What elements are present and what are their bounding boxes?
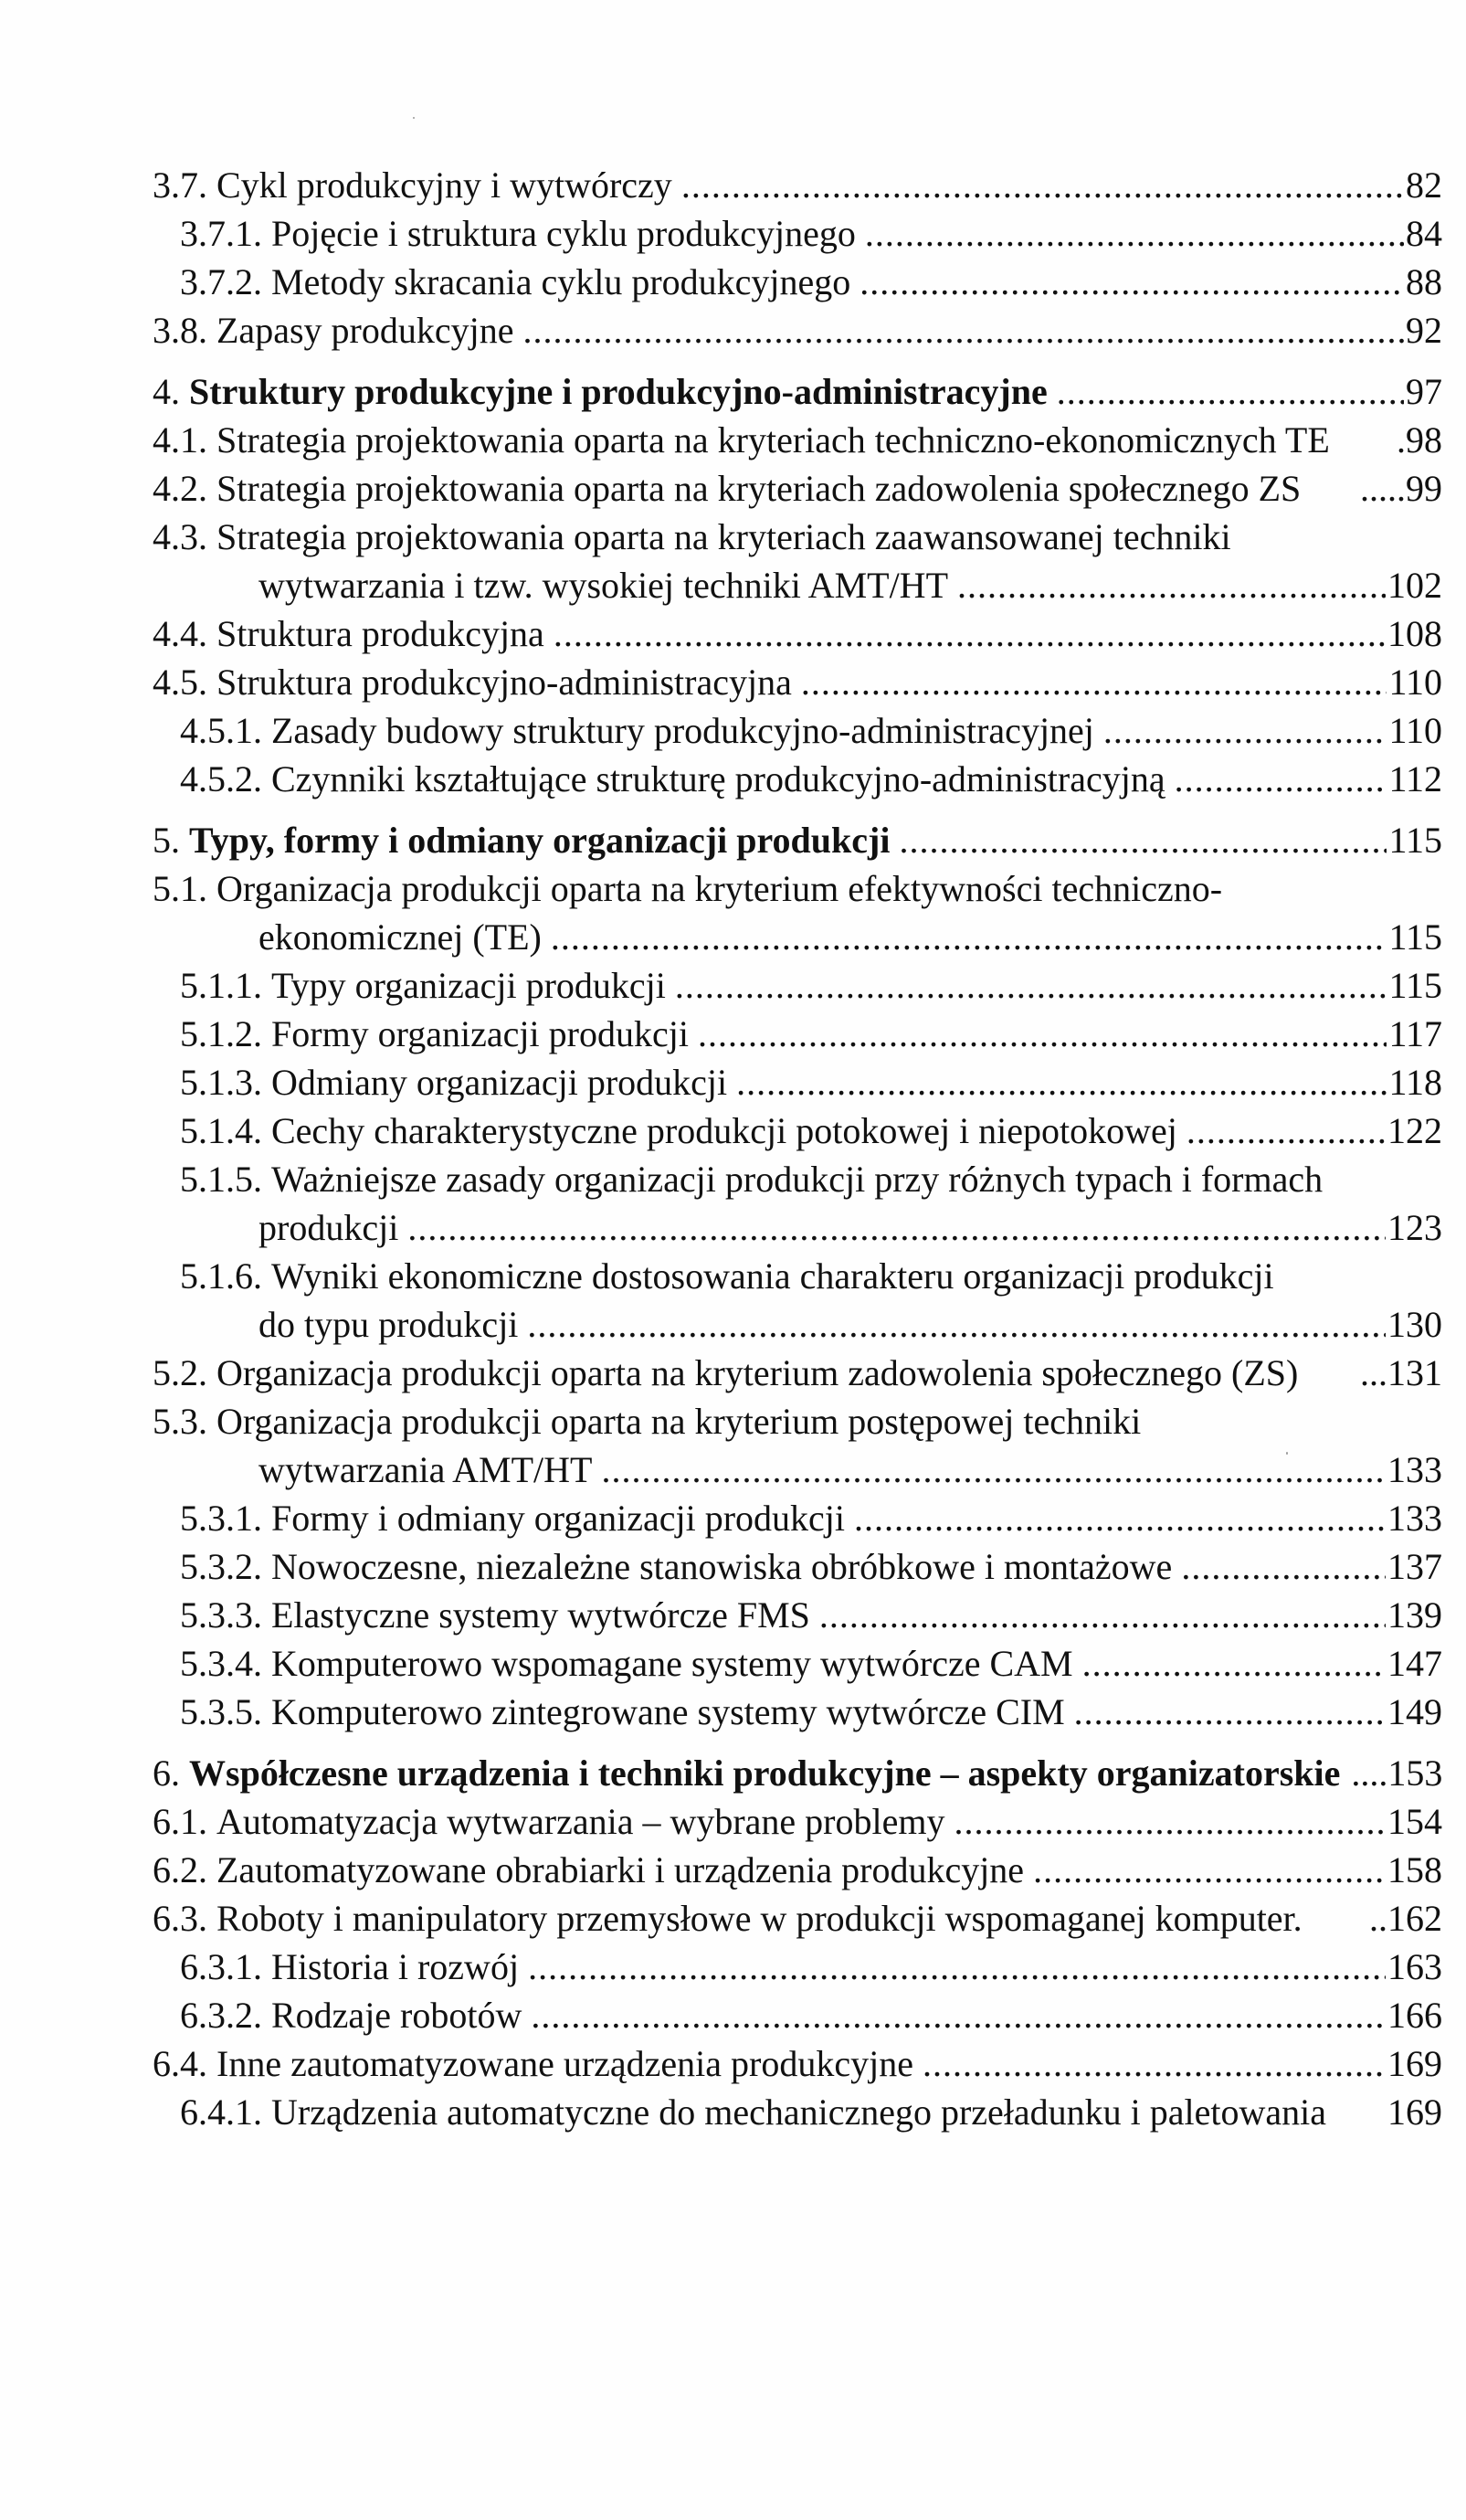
entry-title: Pojęcie i struktura cyklu produkcyjnego (271, 213, 856, 254)
entry-page: ....153 (1351, 1752, 1443, 1794)
toc-entry (153, 1639, 1442, 1688)
entry-number: 5.3.2. (180, 1546, 262, 1587)
entry-number: 4.5.2. (180, 758, 262, 799)
toc-entry (153, 416, 1442, 464)
entry-number: 5.1.1. (180, 965, 262, 1006)
dot-leader (522, 306, 1404, 355)
toc-entry (153, 209, 1442, 258)
toc-chapter-entry (153, 367, 1442, 416)
entry-page: ...131 (1360, 1352, 1442, 1393)
entry-page: 92 (1406, 310, 1442, 351)
entry-page: 133 (1387, 1498, 1442, 1539)
entry-number: 5.2. (153, 1352, 207, 1393)
entry-title: Automatyzacja wytwarzania – wybrane problemy (216, 1801, 945, 1842)
dot-leader (1187, 1106, 1386, 1155)
toc-entry (153, 1010, 1442, 1058)
entry-title: Struktura produkcyjno-administracyjna (216, 662, 792, 703)
entry-page: 115 (1388, 820, 1442, 861)
toc-entry (153, 1252, 1442, 1300)
toc-entry (153, 864, 1442, 913)
dot-leader (675, 961, 1387, 1010)
dot-leader (1082, 1639, 1386, 1688)
toc-entry (153, 1943, 1442, 1991)
entry-number: 5.3.5. (180, 1691, 262, 1732)
toc-entry (153, 258, 1442, 306)
entry-title: Strategia projektowania oparta na kryteriach zaawansowanej techniki (216, 516, 1231, 557)
entry-title: Komputerowo wspomagane systemy wytwórcze CAM (271, 1643, 1073, 1684)
entry-page: 158 (1387, 1849, 1442, 1890)
entry-number: 6.3.2. (180, 1995, 262, 2036)
dot-leader (819, 1591, 1386, 1639)
chapter-title: Struktury produkcyjne i produkcyjno-administracyjne (189, 371, 1048, 412)
entry-page: 112 (1388, 758, 1442, 799)
dot-leader (954, 1797, 1386, 1846)
entry-title: Elastyczne systemy wytwórcze FMS (271, 1594, 810, 1636)
entry-number: 6.4.1. (180, 2091, 262, 2133)
entry-page: 169 (1387, 2043, 1442, 2084)
entry-title: Odmiany organizacji produkcji (271, 1062, 728, 1103)
entry-page: 84 (1406, 213, 1442, 254)
entry-number: 5.1.2. (180, 1013, 262, 1054)
entry-title-continued: wytwarzania AMT/HT (258, 1449, 593, 1490)
entry-page: 149 (1387, 1691, 1442, 1732)
entry-title-continued: do typu produkcji (258, 1304, 519, 1345)
toc-entry (153, 1397, 1442, 1445)
dot-leader (528, 1943, 1386, 1991)
entry-page: 108 (1387, 613, 1442, 654)
entry-number: 4.5.1. (180, 710, 262, 751)
dot-leader (1181, 1542, 1386, 1591)
entry-number: 6.3. (153, 1898, 207, 1939)
entry-title: Strategia projektowania oparta na kryteriach techniczno-ekonomicznych TE (216, 419, 1330, 461)
toc-entry (153, 1349, 1442, 1397)
entry-page: 147 (1387, 1643, 1442, 1684)
toc-entry (153, 706, 1442, 755)
toc-entry (153, 1106, 1442, 1155)
entry-title: Ważniejsze zasady organizacji produkcji przy różnych typach i formach (271, 1159, 1324, 1200)
toc-entry (153, 609, 1442, 658)
entry-page: 122 (1387, 1110, 1442, 1151)
entry-page: 130 (1387, 1304, 1442, 1345)
dot-leader (531, 1991, 1386, 2039)
entry-page: 97 (1406, 371, 1442, 412)
entry-page: 110 (1388, 710, 1442, 751)
toc-entry (153, 1542, 1442, 1591)
entry-page: 166 (1387, 1995, 1442, 2036)
entry-page: 102 (1387, 565, 1442, 606)
entry-number: 3.7.2. (180, 261, 262, 302)
entry-number: 5.1. (153, 868, 207, 909)
entry-number: 5.3. (153, 1401, 207, 1442)
dot-leader (1103, 706, 1387, 755)
entry-title: Nowoczesne, niezależne stanowiska obróbkowe i montażowe (271, 1546, 1173, 1587)
entry-page: .98 (1397, 419, 1442, 461)
dot-leader (698, 1010, 1387, 1058)
dot-leader (551, 913, 1387, 961)
dot-leader (1033, 1846, 1386, 1894)
toc-entry (153, 161, 1442, 209)
entry-title: Roboty i manipulatory przemysłowe w produkcji wspomaganej komputer. (216, 1898, 1303, 1939)
entry-number: 3.8. (153, 310, 207, 351)
entry-page: 133 (1387, 1449, 1442, 1490)
entry-number: 3.7. (153, 164, 207, 206)
entry-title: Urządzenia automatyczne do mechanicznego przeładunku i paletowania (271, 2091, 1326, 2133)
entry-number: 6.4. (153, 2043, 207, 2084)
toc-entry (153, 1494, 1442, 1542)
toc-entry (153, 2039, 1442, 2088)
entry-title: Metody skracania cyklu produkcyjnego (271, 261, 851, 302)
entry-page: 154 (1387, 1801, 1442, 1842)
toc-chapter-entry (153, 1749, 1442, 1797)
toc-entry (153, 1591, 1442, 1639)
entry-number: 5.3.1. (180, 1498, 262, 1539)
entry-page: 123 (1387, 1207, 1442, 1248)
dot-leader (801, 658, 1387, 706)
entry-title-continued: produkcji (258, 1207, 399, 1248)
entry-number: 4.1. (153, 419, 207, 461)
entry-title-continued: ekonomicznej (TE) (258, 916, 542, 958)
chapter-title: Typy, formy i odmiany organizacji produkcji (189, 820, 891, 861)
toc-entry (153, 2088, 1442, 2136)
dot-leader (854, 1494, 1386, 1542)
dot-leader (1074, 1688, 1386, 1736)
dot-leader (601, 1445, 1386, 1494)
toc-chapter-entry (153, 816, 1442, 864)
entry-number: 4. (153, 371, 180, 412)
entry-title: Formy i odmiany organizacji produkcji (271, 1498, 846, 1539)
dot-leader (407, 1203, 1386, 1252)
toc-entry (153, 1991, 1442, 2039)
table-of-contents (153, 161, 1442, 2136)
entry-page: 169 (1387, 2091, 1442, 2133)
entry-number: 5. (153, 820, 180, 861)
entry-title: Organizacja produkcji oparta na kryterium efektywności techniczno- (216, 868, 1223, 909)
toc-entry (153, 1155, 1442, 1203)
entry-page: 117 (1388, 1013, 1442, 1054)
entry-title: Organizacja produkcji oparta na kryterium zadowolenia społecznego (ZS) (216, 1352, 1299, 1393)
toc-entry (153, 961, 1442, 1010)
dot-leader (865, 209, 1404, 258)
dot-leader (923, 2039, 1386, 2088)
entry-number: 3.7.1. (180, 213, 262, 254)
entry-title: Cykl produkcyjny i wytwórczy (216, 164, 672, 206)
dot-leader (736, 1058, 1387, 1106)
entry-title: Cechy charakterystyczne produkcji potokowej i niepotokowej (271, 1110, 1177, 1151)
entry-number: 6.2. (153, 1849, 207, 1890)
entry-title: Komputerowo zintegrowane systemy wytwórcze CIM (271, 1691, 1065, 1732)
entry-number: 5.1.6. (180, 1255, 262, 1297)
entry-page: 115 (1388, 916, 1442, 958)
entry-title: Zautomatyzowane obrabiarki i urządzenia produkcyjne (216, 1849, 1025, 1890)
toc-entry-continuation (153, 561, 1442, 609)
dot-leader (957, 561, 1386, 609)
dot-leader (554, 609, 1386, 658)
entry-page: 82 (1406, 164, 1442, 206)
entry-page: 139 (1387, 1594, 1442, 1636)
toc-entry (153, 513, 1442, 561)
entry-page: 110 (1388, 662, 1442, 703)
toc-entry (153, 306, 1442, 355)
scan-speck (1286, 1452, 1288, 1455)
entry-title: Inne zautomatyzowane urządzenia produkcyjne (216, 2043, 913, 2084)
toc-entry (153, 1894, 1442, 1943)
entry-page: 118 (1388, 1062, 1442, 1103)
entry-number: 6.3.1. (180, 1946, 262, 1987)
entry-title: Organizacja produkcji oparta na kryterium postępowej techniki (216, 1401, 1142, 1442)
chapter-title: Współczesne urządzenia i techniki produkcyjne – aspekty organizatorskie (189, 1752, 1341, 1794)
entry-number: 5.3.3. (180, 1594, 262, 1636)
dot-leader (1057, 367, 1404, 416)
entry-number: 4.3. (153, 516, 207, 557)
entry-number: 5.3.4. (180, 1643, 262, 1684)
toc-entry (153, 1688, 1442, 1736)
entry-number: 5.1.3. (180, 1062, 262, 1103)
entry-number: 4.2. (153, 468, 207, 509)
toc-entry (153, 464, 1442, 513)
entry-number: 5.1.5. (180, 1159, 262, 1200)
toc-entry (153, 755, 1442, 803)
entry-title: Zasady budowy struktury produkcyjno-administracyjnej (271, 710, 1094, 751)
entry-title: Strategia projektowania oparta na kryteriach zadowolenia społecznego ZS (216, 468, 1302, 509)
entry-page: .....99 (1360, 468, 1442, 509)
entry-page: 115 (1388, 965, 1442, 1006)
dot-leader (860, 258, 1404, 306)
entry-title: Wyniki ekonomiczne dostosowania charakteru organizacji produkcji (271, 1255, 1274, 1297)
toc-entry (153, 1797, 1442, 1846)
entry-title: Zapasy produkcyjne (216, 310, 514, 351)
entry-page: 88 (1406, 261, 1442, 302)
dot-leader (527, 1300, 1386, 1349)
entry-title: Typy organizacji produkcji (271, 965, 666, 1006)
entry-title-continued: wytwarzania i tzw. wysokiej techniki AMT/HT (258, 565, 948, 606)
toc-entry-continuation (153, 1445, 1442, 1494)
entry-number: 6. (153, 1752, 180, 1794)
entry-page: ..162 (1369, 1898, 1442, 1939)
entry-number: 4.5. (153, 662, 207, 703)
entry-page: 163 (1387, 1946, 1442, 1987)
dot-leader (1175, 755, 1387, 803)
toc-entry (153, 1058, 1442, 1106)
toc-entry-continuation (153, 1300, 1442, 1349)
toc-entry-continuation (153, 913, 1442, 961)
entry-title: Rodzaje robotów (271, 1995, 522, 2036)
entry-title: Struktura produkcyjna (216, 613, 544, 654)
dot-leader (681, 161, 1404, 209)
entry-number: 4.4. (153, 613, 207, 654)
entry-title: Historia i rozwój (271, 1946, 520, 1987)
entry-page: 137 (1387, 1546, 1442, 1587)
entry-number: 5.1.4. (180, 1110, 262, 1151)
toc-entry (153, 658, 1442, 706)
toc-entry (153, 1846, 1442, 1894)
entry-title: Czynniki kształtujące strukturę produkcyjno-administracyjną (271, 758, 1165, 799)
entry-number: 6.1. (153, 1801, 207, 1842)
scan-speck (413, 117, 415, 119)
dot-leader (899, 816, 1387, 864)
entry-title: Formy organizacji produkcji (271, 1013, 689, 1054)
toc-entry-continuation (153, 1203, 1442, 1252)
